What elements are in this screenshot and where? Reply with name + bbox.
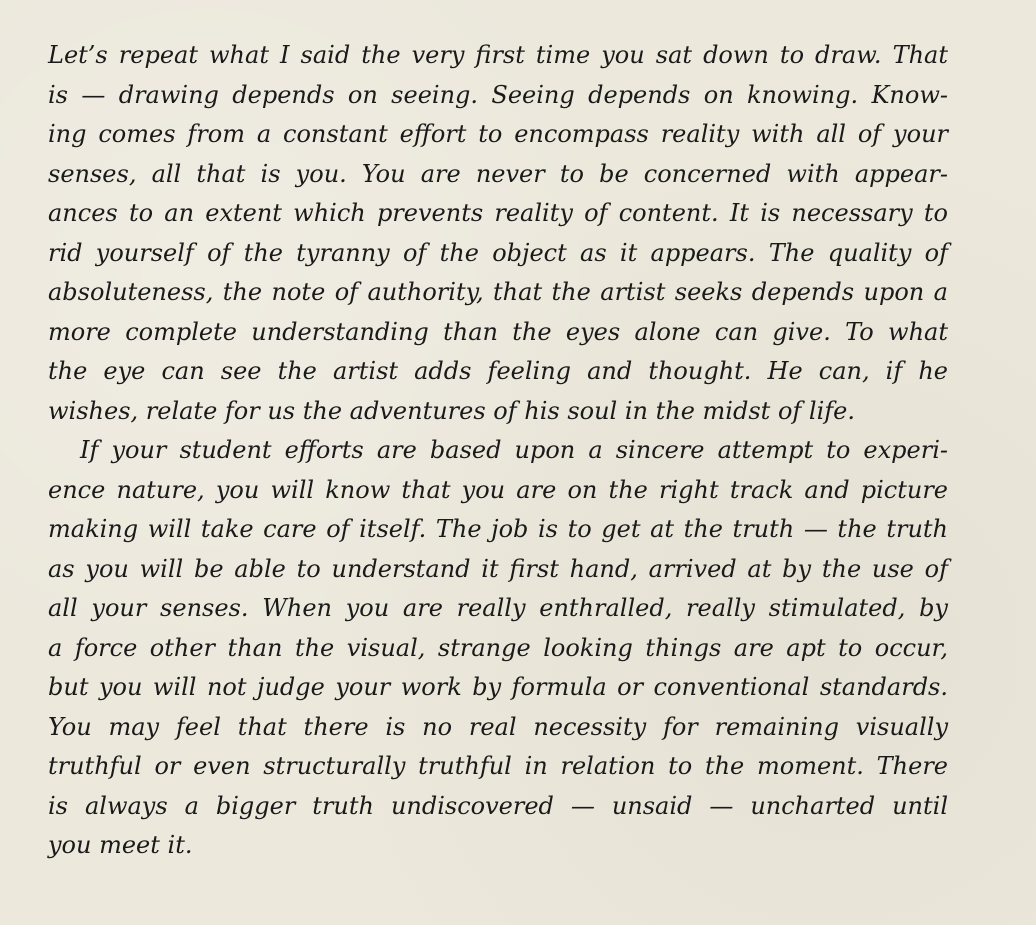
text-line: Let’s repeat what I said the very first time you sat down to draw. That xyxy=(48,41,948,69)
text-line: If your student efforts are based upon a sincere attempt to experi- xyxy=(80,436,948,464)
text-line: making will take care of itself. The job is to get at the truth — the truth xyxy=(48,515,948,543)
body-text xyxy=(48,36,948,866)
text-line: ence nature, you will know that you are on the right track and picture xyxy=(48,475,948,504)
text-line: the eye can see the artist adds feeling and thought. He can, if he xyxy=(48,357,948,385)
text-line: senses, all that is you. You are never to be concerned with appear- xyxy=(48,159,948,188)
text-line: you meet it. xyxy=(48,831,193,859)
text-line: more complete understanding than the eyes alone can give. To what xyxy=(48,317,948,346)
text-line: absoluteness, the note of authority, that the artist seeks depends upon a xyxy=(48,278,948,306)
text-line: ing comes from a constant effort to encompass reality with all of your xyxy=(48,120,948,148)
text-line: is always a bigger truth undiscovered — unsaid — uncharted until xyxy=(48,791,948,820)
text-line: as you will be able to understand it first hand, arrived at by the use of xyxy=(48,554,948,583)
text-line: but you will not judge your work by formula or conventional standards. xyxy=(48,673,948,701)
text-line: ances to an extent which prevents reality of content. It is necessary to xyxy=(48,199,948,227)
text-line: truthful or even structurally truthful in relation to the moment. There xyxy=(48,752,948,780)
text-line: You may feel that there is no real necessity for remaining visually xyxy=(48,712,948,741)
text-line: rid yourself of the tyranny of the object as it appears. The quality of xyxy=(48,238,948,267)
text-line: a force other than the visual, strange looking things are apt to occur, xyxy=(48,633,948,662)
text-line: is — drawing depends on seeing. Seeing depends on knowing. Know- xyxy=(48,80,948,109)
text-line: wishes, relate for us the adventures of his soul in the midst of life. xyxy=(48,396,855,425)
text-line: all your senses. When you are really enthralled, really stimulated, by xyxy=(48,594,948,622)
